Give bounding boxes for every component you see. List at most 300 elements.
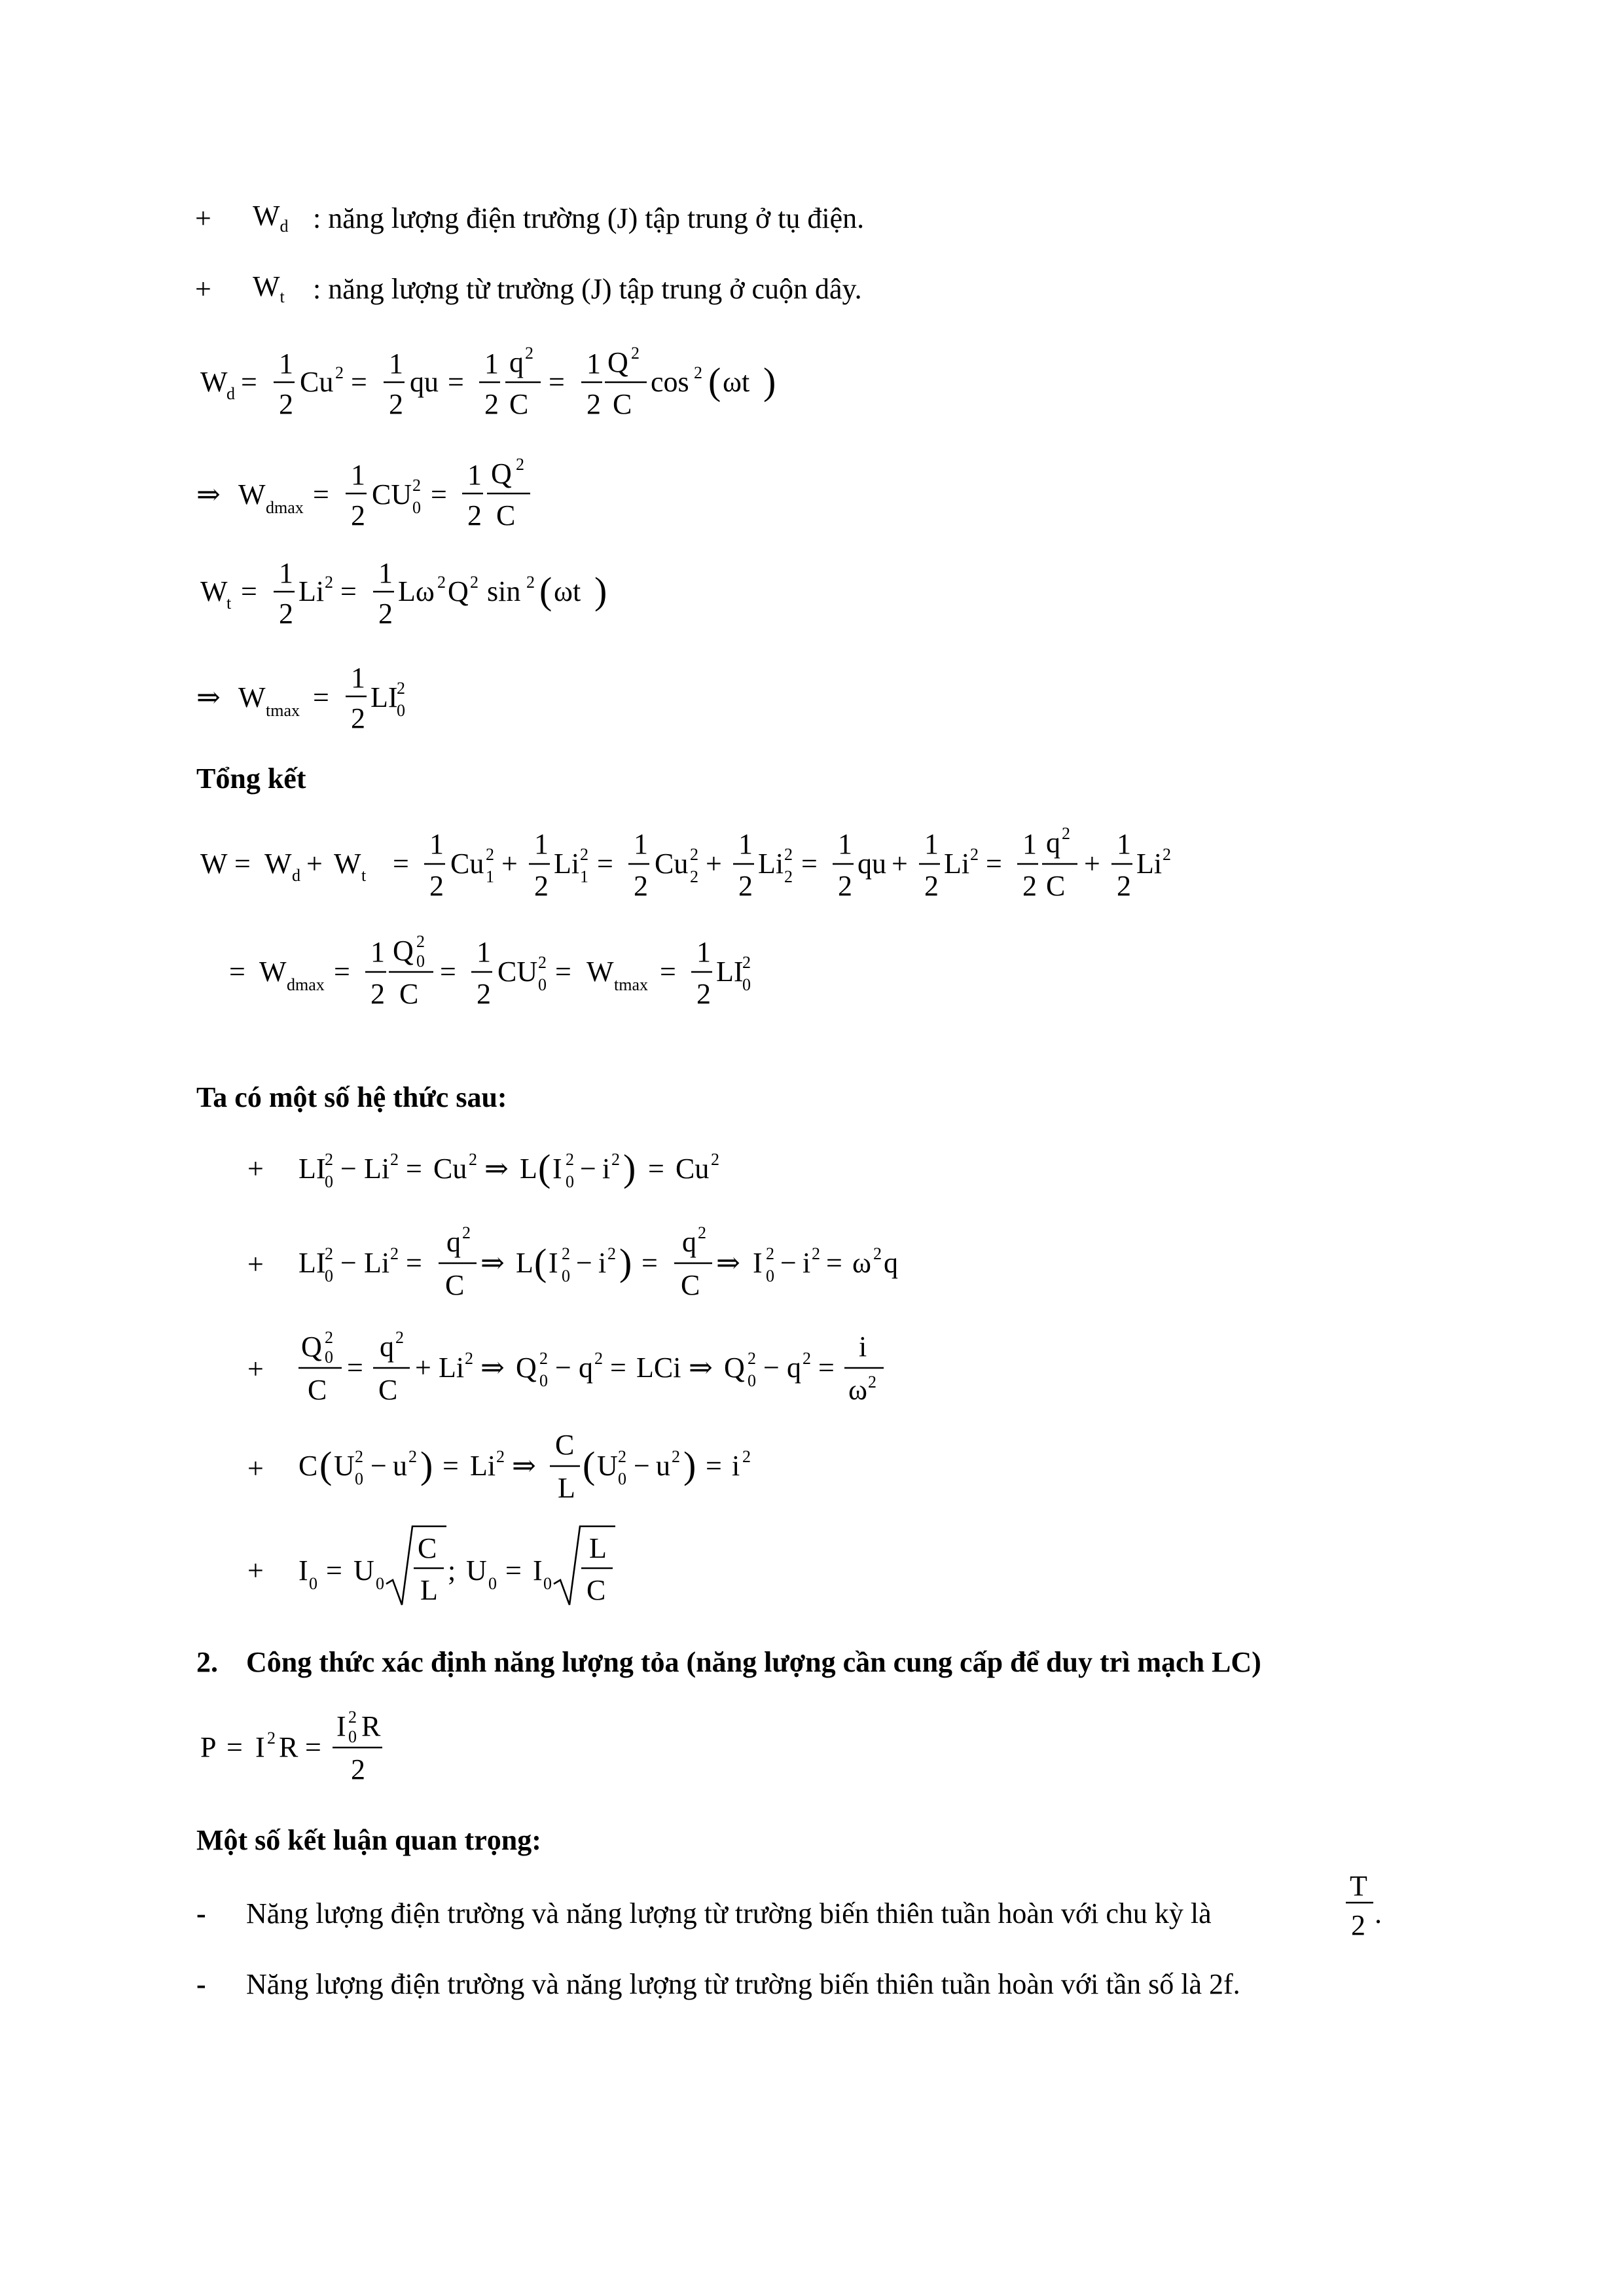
svg-text:0: 0 — [397, 701, 405, 720]
svg-text:Li: Li — [364, 1247, 390, 1279]
svg-text:C: C — [378, 1374, 398, 1406]
svg-text:2: 2 — [924, 870, 939, 902]
svg-text:2: 2 — [351, 499, 365, 531]
svg-text:0: 0 — [742, 975, 751, 994]
svg-text:=: = — [597, 848, 613, 880]
svg-text:Cu: Cu — [450, 848, 484, 880]
svg-text:2: 2 — [1062, 824, 1070, 843]
svg-text:q: q — [1046, 827, 1060, 859]
relation-2 — [295, 1217, 949, 1302]
svg-text:2: 2 — [812, 1244, 820, 1263]
svg-text:⇒: ⇒ — [480, 1247, 505, 1279]
svg-text:2: 2 — [477, 978, 491, 1010]
svg-text:2: 2 — [562, 1244, 570, 1263]
svg-text:=: = — [660, 956, 676, 988]
svg-text:=: = — [347, 1352, 363, 1384]
svg-text:=: = — [505, 1554, 522, 1587]
svg-text:Li: Li — [944, 848, 970, 880]
svg-text:=: = — [431, 478, 447, 511]
svg-text:=: = — [229, 956, 245, 988]
svg-text:2: 2 — [838, 870, 852, 902]
svg-text:W: W — [200, 848, 228, 880]
svg-text:=: = — [818, 1352, 835, 1384]
conclusion-marker: - — [196, 1897, 206, 1929]
svg-text:): ) — [594, 569, 607, 612]
svg-text:2: 2 — [742, 1447, 751, 1466]
svg-text:2: 2 — [469, 1150, 477, 1169]
svg-text:1: 1 — [484, 348, 499, 380]
svg-text:−: − — [555, 1352, 571, 1384]
svg-text:ωt: ωt — [554, 575, 581, 607]
svg-text:=: = — [406, 1153, 422, 1185]
svg-text:1: 1 — [924, 828, 939, 860]
svg-text:1: 1 — [634, 828, 648, 860]
svg-text:1: 1 — [351, 459, 365, 491]
svg-text:Li: Li — [298, 575, 325, 607]
svg-text:W: W — [259, 956, 287, 988]
svg-text:1: 1 — [838, 828, 852, 860]
svg-text:C: C — [509, 388, 529, 420]
svg-text:): ) — [763, 360, 776, 403]
svg-text:2: 2 — [437, 573, 446, 592]
svg-text:Li: Li — [758, 848, 784, 880]
svg-text:2: 2 — [698, 1223, 706, 1242]
svg-text:tmax: tmax — [266, 701, 300, 720]
svg-text:): ) — [683, 1444, 696, 1486]
svg-text:1: 1 — [389, 348, 403, 380]
svg-text:1: 1 — [534, 828, 549, 860]
svg-text:2: 2 — [348, 1708, 357, 1727]
svg-text:2: 2 — [267, 1729, 276, 1748]
svg-text:0: 0 — [416, 952, 425, 971]
svg-text:2: 2 — [748, 1349, 756, 1368]
svg-text:0: 0 — [348, 1727, 357, 1746]
svg-text:=: = — [986, 848, 1002, 880]
svg-text:C: C — [681, 1269, 700, 1301]
svg-text:0: 0 — [355, 1469, 363, 1488]
svg-text:1: 1 — [1022, 828, 1037, 860]
svg-text:2: 2 — [325, 1150, 333, 1169]
svg-text:2: 2 — [586, 388, 601, 420]
svg-text:i: i — [859, 1331, 867, 1363]
svg-text:W: W — [264, 848, 292, 880]
svg-text:C: C — [1046, 870, 1066, 902]
svg-text:0: 0 — [325, 1172, 333, 1191]
svg-text:d: d — [226, 384, 235, 403]
svg-text:2: 2 — [566, 1150, 574, 1169]
svg-text:I: I — [549, 1247, 558, 1279]
svg-text:2: 2 — [580, 845, 588, 864]
svg-text:W: W — [238, 478, 266, 511]
svg-text:1: 1 — [738, 828, 753, 860]
conclusion-text: Năng lượng điện trường và năng lượng từ trường biến thiên tuần hoàn với chu kỳ là — [246, 1897, 1212, 1929]
svg-text:U: U — [334, 1450, 355, 1482]
svg-text:2: 2 — [335, 363, 344, 382]
equation-wdmax — [196, 452, 589, 537]
svg-text:2: 2 — [370, 978, 385, 1010]
bullet-marker: + — [195, 273, 211, 305]
svg-text:i: i — [803, 1247, 811, 1279]
svg-text:L: L — [516, 1247, 533, 1279]
svg-text:2: 2 — [694, 363, 702, 382]
svg-text:2: 2 — [465, 1349, 473, 1368]
relation-5 — [295, 1518, 753, 1617]
svg-text:−: − — [340, 1247, 357, 1279]
svg-text:0: 0 — [538, 975, 547, 994]
svg-text:Q: Q — [393, 935, 414, 967]
svg-text:=: = — [801, 848, 818, 880]
svg-text:1: 1 — [279, 557, 293, 589]
svg-text:C: C — [399, 978, 419, 1010]
svg-text:=: = — [313, 478, 329, 511]
svg-text:U: U — [466, 1554, 487, 1587]
svg-text:W: W — [200, 366, 228, 398]
svg-text:sin: sin — [487, 575, 521, 607]
svg-text:Q: Q — [301, 1331, 322, 1363]
svg-text:2: 2 — [516, 455, 524, 474]
fraction-numerator: T — [1350, 1870, 1367, 1902]
svg-text:Q: Q — [448, 575, 469, 607]
svg-text:=: = — [234, 848, 251, 880]
equation-total-energy-max — [196, 926, 851, 1018]
svg-text:=: = — [340, 575, 357, 607]
svg-text:W: W — [586, 956, 614, 988]
svg-text:Cu: Cu — [433, 1153, 467, 1185]
svg-text:−: − — [780, 1247, 797, 1279]
svg-text:(: ( — [708, 360, 721, 403]
svg-text:2: 2 — [594, 1349, 603, 1368]
svg-text:q: q — [446, 1226, 461, 1258]
svg-text:2: 2 — [538, 953, 547, 972]
svg-text:+: + — [1084, 848, 1100, 880]
svg-text:=: = — [440, 956, 456, 988]
svg-text:LI: LI — [716, 956, 744, 988]
svg-text:1: 1 — [467, 459, 482, 491]
svg-text:−: − — [576, 1247, 592, 1279]
svg-text:⇒: ⇒ — [484, 1153, 509, 1185]
svg-text:t: t — [226, 594, 232, 613]
svg-text:ω: ω — [852, 1247, 871, 1279]
svg-text:2: 2 — [355, 1447, 363, 1466]
svg-text:0: 0 — [325, 1348, 333, 1367]
svg-text:=: = — [442, 1450, 459, 1482]
svg-text:2: 2 — [279, 388, 293, 420]
relation-1 — [295, 1132, 818, 1204]
bullet-marker: + — [195, 202, 211, 234]
heading-summary: Tổng kết — [196, 762, 306, 795]
relation-marker: + — [247, 1353, 264, 1385]
svg-text:2: 2 — [970, 845, 979, 864]
svg-text:Cu: Cu — [300, 366, 334, 398]
svg-text:I: I — [753, 1247, 763, 1279]
svg-text:0: 0 — [562, 1266, 570, 1285]
svg-text:2: 2 — [696, 978, 711, 1010]
svg-text:2: 2 — [390, 1150, 399, 1169]
svg-text:2: 2 — [607, 1244, 616, 1263]
svg-text:CU: CU — [497, 956, 538, 988]
svg-text:=: = — [648, 1153, 664, 1185]
conclusion-end: . — [1375, 1897, 1382, 1929]
relation-4 — [295, 1420, 818, 1512]
conclusion-marker: - — [196, 1968, 206, 2000]
svg-text:1: 1 — [586, 348, 601, 380]
equation-total-energy — [196, 818, 1231, 910]
svg-text:LI: LI — [370, 681, 398, 713]
svg-text:(: ( — [539, 569, 552, 612]
svg-text:=: = — [351, 366, 367, 398]
svg-text:2: 2 — [534, 870, 549, 902]
svg-text:1: 1 — [351, 662, 365, 694]
svg-text:=: = — [326, 1554, 342, 1587]
svg-text:L: L — [520, 1153, 537, 1185]
relation-3 — [295, 1322, 949, 1414]
svg-text:I: I — [336, 1710, 346, 1742]
svg-text:): ) — [623, 1147, 636, 1189]
svg-text:Li: Li — [1136, 848, 1163, 880]
svg-text:2: 2 — [496, 1447, 505, 1466]
svg-text:q: q — [682, 1226, 696, 1258]
svg-text:0: 0 — [412, 498, 421, 517]
svg-text:I: I — [533, 1554, 543, 1587]
section2-title: Công thức xác định năng lượng tỏa (năng lượng cần cung cấp để duy trì mạch LC) — [246, 1646, 1261, 1678]
equation-wtmax — [196, 655, 491, 740]
svg-text:=: = — [549, 366, 565, 398]
svg-text:2: 2 — [711, 1150, 719, 1169]
svg-text:qu: qu — [410, 366, 439, 398]
bullet-text: : năng lượng điện trường (J) tập trung ở tụ điện. — [313, 202, 865, 234]
svg-text:Q: Q — [491, 457, 512, 490]
svg-text:Li: Li — [554, 848, 580, 880]
svg-text:2: 2 — [525, 344, 533, 363]
svg-text:U: U — [597, 1450, 618, 1482]
svg-text:q: q — [509, 346, 524, 378]
svg-text:=: = — [706, 1450, 722, 1482]
svg-text:2: 2 — [397, 679, 405, 698]
svg-text:=: = — [334, 956, 350, 988]
svg-text:u: u — [656, 1450, 670, 1482]
svg-text:(: ( — [319, 1444, 333, 1486]
svg-text:Cu: Cu — [676, 1153, 710, 1185]
svg-text:=: = — [226, 1731, 243, 1763]
svg-text:2: 2 — [325, 573, 333, 592]
svg-text:⇒: ⇒ — [480, 1352, 505, 1384]
svg-text:2: 2 — [429, 870, 444, 902]
svg-text:i: i — [598, 1247, 607, 1279]
svg-text:+: + — [706, 848, 722, 880]
svg-text:2: 2 — [873, 1244, 882, 1263]
svg-text:(: ( — [583, 1444, 596, 1486]
svg-text:0: 0 — [766, 1266, 774, 1285]
svg-text:W: W — [238, 681, 266, 713]
svg-text:d: d — [292, 866, 300, 885]
svg-text:=: = — [313, 681, 329, 713]
svg-text:=: = — [241, 575, 257, 607]
svg-text:t: t — [361, 866, 367, 885]
svg-text:I: I — [552, 1153, 562, 1185]
relation-marker: + — [247, 1452, 264, 1484]
conclusion-text: Năng lượng điện trường và năng lượng từ trường biến thiên tuần hoàn với tần số là 2f. — [246, 1968, 1240, 2000]
svg-text:2: 2 — [467, 499, 482, 531]
svg-text:−: − — [340, 1153, 357, 1185]
svg-text:2: 2 — [351, 702, 365, 734]
svg-text:2: 2 — [738, 870, 753, 902]
svg-text:2: 2 — [351, 1753, 365, 1785]
svg-text:1: 1 — [580, 867, 588, 886]
svg-text:q: q — [579, 1352, 593, 1384]
svg-text:;: ; — [448, 1554, 456, 1587]
svg-text:LCi: LCi — [636, 1352, 681, 1384]
svg-text:C: C — [298, 1450, 318, 1482]
svg-text:): ) — [619, 1241, 632, 1283]
svg-text:0: 0 — [748, 1371, 756, 1390]
svg-text:⇒: ⇒ — [196, 478, 221, 511]
svg-text:tmax: tmax — [614, 975, 648, 994]
svg-text:−: − — [634, 1450, 650, 1482]
svg-text:2: 2 — [462, 1223, 471, 1242]
svg-text:(: ( — [538, 1147, 551, 1189]
svg-text:2: 2 — [470, 573, 478, 592]
svg-text:2: 2 — [325, 1328, 333, 1347]
relation-marker: + — [247, 1153, 264, 1185]
svg-text:q: q — [884, 1247, 898, 1279]
svg-text:−: − — [763, 1352, 780, 1384]
svg-text:C: C — [445, 1269, 465, 1301]
svg-text:R: R — [361, 1710, 381, 1742]
svg-text:C: C — [555, 1429, 575, 1461]
svg-text:2: 2 — [631, 344, 640, 363]
svg-text:I: I — [255, 1731, 265, 1763]
svg-text:2: 2 — [486, 845, 494, 864]
svg-text:0: 0 — [309, 1574, 317, 1593]
svg-text:0: 0 — [488, 1574, 497, 1593]
svg-text:2: 2 — [618, 1447, 626, 1466]
svg-text:1: 1 — [1117, 828, 1131, 860]
svg-text:CU: CU — [372, 478, 412, 511]
svg-text:2: 2 — [395, 1328, 404, 1347]
equation-power — [196, 1702, 458, 1793]
relation-marker: + — [247, 1554, 264, 1587]
svg-text:L: L — [589, 1532, 607, 1564]
svg-text:=: = — [641, 1247, 658, 1279]
heading-relations: Ta có một số hệ thức sau: — [196, 1081, 507, 1113]
svg-text:⇒: ⇒ — [689, 1352, 713, 1384]
svg-text:=: = — [555, 956, 571, 988]
svg-text:i: i — [602, 1153, 611, 1185]
svg-text:2: 2 — [526, 573, 535, 592]
svg-text:2: 2 — [539, 1349, 548, 1368]
svg-text:2: 2 — [1163, 845, 1171, 864]
svg-text:C: C — [418, 1532, 437, 1564]
svg-text:2: 2 — [868, 1372, 876, 1391]
svg-text:2: 2 — [412, 476, 421, 495]
svg-text:0: 0 — [618, 1469, 626, 1488]
svg-text:⇒: ⇒ — [716, 1247, 740, 1279]
svg-text:=: = — [448, 366, 464, 398]
svg-text:ω: ω — [848, 1374, 867, 1406]
svg-text:2: 2 — [690, 845, 698, 864]
svg-text:2: 2 — [690, 867, 698, 886]
svg-text:2: 2 — [766, 1244, 774, 1263]
svg-text:I: I — [298, 1554, 308, 1587]
svg-text:2: 2 — [742, 953, 751, 972]
equation-wd — [196, 340, 851, 425]
svg-text:2: 2 — [408, 1447, 417, 1466]
svg-text:W: W — [334, 848, 361, 880]
svg-text:dmax: dmax — [266, 498, 304, 517]
svg-text:1: 1 — [486, 867, 494, 886]
svg-text:i: i — [732, 1450, 740, 1482]
svg-text:Li: Li — [364, 1153, 390, 1185]
svg-text:2: 2 — [1117, 870, 1131, 902]
svg-text:cos: cos — [651, 366, 689, 398]
svg-text:Q: Q — [607, 346, 628, 378]
svg-text:=: = — [610, 1352, 626, 1384]
symbol-wd: $W_d$ — [253, 200, 289, 236]
svg-text:=: = — [826, 1247, 842, 1279]
svg-text:Li: Li — [470, 1450, 496, 1482]
svg-text:2: 2 — [784, 867, 793, 886]
fraction-denominator: 2 — [1351, 1909, 1365, 1941]
svg-text:): ) — [420, 1444, 433, 1486]
svg-text:C: C — [308, 1374, 327, 1406]
svg-text:=: = — [393, 848, 409, 880]
svg-text:LI: LI — [298, 1153, 326, 1185]
svg-text:0: 0 — [539, 1371, 548, 1390]
heading-conclusions: Một số kết luận quan trọng: — [196, 1824, 541, 1856]
svg-text:L: L — [558, 1472, 575, 1504]
svg-text:Li: Li — [439, 1352, 465, 1384]
svg-text:−: − — [580, 1153, 596, 1185]
svg-text:C: C — [586, 1574, 606, 1606]
svg-text:u: u — [393, 1450, 407, 1482]
equation-wt — [196, 550, 655, 635]
svg-text:L: L — [420, 1574, 438, 1606]
svg-text:(: ( — [534, 1241, 547, 1283]
svg-text:Q: Q — [724, 1352, 745, 1384]
svg-text:1: 1 — [279, 348, 293, 380]
svg-text:2: 2 — [784, 845, 793, 864]
svg-text:U: U — [353, 1554, 374, 1587]
svg-text:Q: Q — [516, 1352, 537, 1384]
bullet-text: : năng lượng từ trường (J) tập trung ở cuộn dây. — [313, 273, 862, 305]
relation-marker: + — [247, 1248, 264, 1280]
svg-text:ωt: ωt — [723, 366, 750, 398]
svg-text:+: + — [306, 848, 323, 880]
svg-text:−: − — [370, 1450, 387, 1482]
svg-text:=: = — [406, 1247, 422, 1279]
svg-text:1: 1 — [370, 936, 385, 968]
svg-text:LI: LI — [298, 1247, 326, 1279]
svg-text:⇒: ⇒ — [196, 681, 221, 713]
svg-text:2: 2 — [389, 388, 403, 420]
svg-text:q: q — [787, 1352, 801, 1384]
svg-text:C: C — [496, 499, 516, 531]
svg-text:0: 0 — [543, 1574, 552, 1593]
svg-text:2: 2 — [378, 598, 393, 630]
svg-text:1: 1 — [429, 828, 444, 860]
svg-text:R: R — [279, 1731, 298, 1763]
symbol-wt: $W_t$ — [253, 270, 285, 306]
svg-text:⇒: ⇒ — [512, 1450, 536, 1482]
svg-text:W: W — [200, 575, 228, 607]
svg-text:+: + — [415, 1352, 431, 1384]
svg-text:+: + — [501, 848, 518, 880]
svg-text:0: 0 — [325, 1266, 333, 1285]
svg-text:P: P — [200, 1731, 217, 1763]
svg-text:2: 2 — [325, 1244, 333, 1263]
svg-text:2: 2 — [611, 1150, 620, 1169]
svg-text:2: 2 — [416, 932, 425, 951]
